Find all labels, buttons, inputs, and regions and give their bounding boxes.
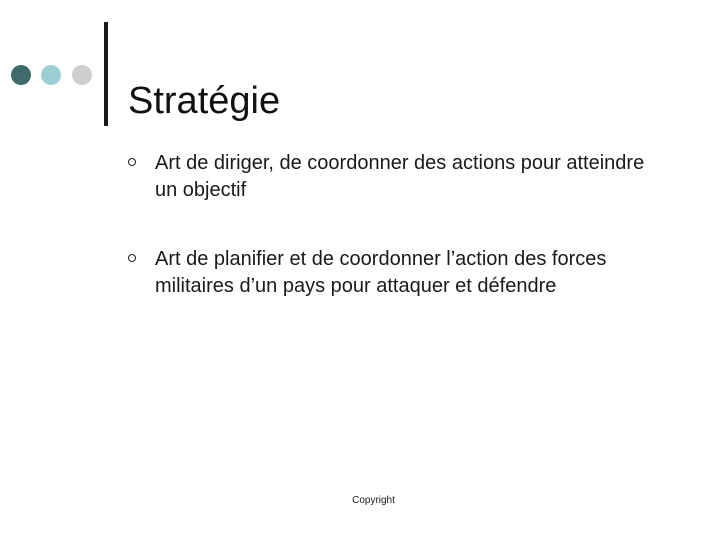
gray-dot-icon [72, 65, 92, 85]
bullet-text: Art de diriger, de coordonner des actions pour atteindre un objectif [155, 152, 645, 201]
bullet-list [128, 150, 658, 342]
hollow-circle-bullet-icon [128, 254, 136, 262]
bullet-item [128, 150, 658, 204]
title-vertical-rule [104, 22, 108, 126]
decorative-dots [11, 65, 97, 85]
hollow-circle-bullet-icon [128, 158, 136, 166]
bullet-text: Art de planifier et de coordonner l’action des forces militaires d’un pays pour attaquer et défendre [155, 248, 607, 297]
slide-title: Stratégie [128, 80, 281, 123]
bullet-item [128, 246, 658, 300]
footer-copyright: Copyright [352, 495, 395, 506]
light-blue-dot-icon [41, 65, 61, 85]
dark-teal-dot-icon [11, 65, 31, 85]
